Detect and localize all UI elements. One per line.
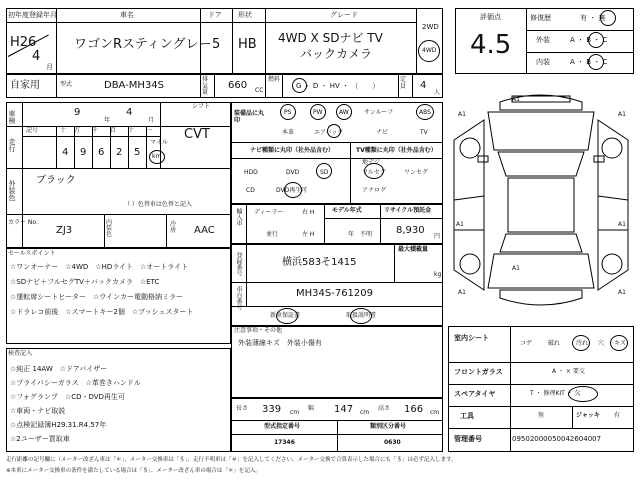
diagram-label-4: A1	[456, 221, 464, 228]
import-right: 右 H	[302, 209, 315, 216]
height-value: 166	[404, 404, 424, 415]
equip-sunroof: サンルーフ	[364, 109, 394, 116]
navi-hdd: HDD	[244, 169, 258, 176]
shape: HB	[238, 37, 257, 52]
tv-oneseg: ワンセグ	[404, 169, 429, 176]
chassis-value: MH34S-761209	[296, 288, 374, 299]
jack-label: ジャッキ	[576, 412, 600, 419]
notes-box	[231, 326, 443, 398]
fuel-circle	[292, 78, 307, 93]
inspector-line-2: ☆プライバシーガラス ☆革巻きハンドル	[10, 379, 141, 387]
color-value: ブラック	[36, 175, 76, 186]
diagram-label-1: A1	[512, 96, 520, 103]
shape-label: 形状	[238, 11, 252, 19]
fuel-label: 燃料	[268, 76, 281, 83]
diagram-label-3: A1	[618, 111, 626, 118]
reg-month: 4	[32, 49, 41, 64]
grade-line1: 4WD X SDナビ TV	[278, 31, 383, 45]
recycle-unit: 円	[434, 233, 441, 240]
inspector-label: 検査記入	[8, 350, 33, 357]
reg-year: H26	[10, 35, 37, 50]
displacement-label: 排気量	[202, 76, 209, 97]
mileage-header-0: 記号	[26, 127, 39, 134]
colorcode-label: カラー No.	[8, 219, 38, 226]
new-warranty: 新車保証書	[270, 312, 301, 319]
equip-leather: 本革	[282, 129, 295, 136]
seat-opt-2: 汚れ	[576, 340, 589, 347]
car-name: ワゴンRスティングレー	[74, 37, 212, 52]
model-year-value: 年 不明	[348, 231, 373, 238]
mileage-unit: km	[152, 153, 162, 160]
manual: 取扱説明書	[346, 312, 377, 319]
mileage-digit-1: 4	[62, 147, 69, 158]
inspection-year: 9	[74, 107, 81, 118]
diagram-label-8: A1	[618, 289, 626, 296]
class-value: 0630	[384, 439, 401, 446]
width-value: 147	[334, 404, 354, 415]
type-value: 17346	[274, 439, 295, 446]
displacement: 660	[228, 80, 248, 91]
car-name-label: 車名	[120, 11, 134, 19]
seat-opt-4: キズ	[614, 340, 626, 347]
navi-label: ナビ種類に丸印（社外品含む）	[250, 147, 335, 154]
equip-airbag-circle	[327, 124, 341, 138]
interior-color-label: 内装色	[106, 219, 113, 238]
selling-line-2: ☆SDナビ＋フルセグTV＋バックカメラ ☆ETC	[10, 278, 160, 286]
shift-label: シフト	[192, 103, 211, 110]
notes-value: 外装薄線キズ 外装小傷有	[238, 339, 322, 347]
front-glass-label: フロントガラス	[454, 368, 503, 376]
inspection-label: 車検	[8, 110, 16, 124]
max-load-unit: kg	[434, 271, 442, 278]
mileage-header-1: 十	[60, 127, 67, 134]
notes-label: 注意事項・その他	[234, 327, 283, 334]
shift: CVT	[184, 127, 210, 142]
management-label: 管理番号	[454, 435, 482, 443]
selling-line-3: ☆運転席シートヒーター ☆ウインカー電動格納ミラー	[10, 293, 184, 301]
exterior-label: 外装	[536, 36, 550, 44]
grade-line2: バックカメラ	[300, 47, 373, 61]
mileage-header-6: 一	[146, 127, 153, 134]
navi-cd: CD	[246, 187, 255, 194]
exterior-value: A ・ B ・ C	[570, 36, 608, 44]
reg-month-unit: 月	[46, 63, 53, 71]
mileage-header	[22, 127, 160, 136]
tools-label: 工具	[460, 412, 474, 420]
ac-label: 冷房	[170, 221, 177, 234]
front-glass-value: A ・ × 要交	[552, 368, 585, 375]
equip-ps: PS	[284, 109, 292, 116]
equip-pw: PW	[313, 109, 323, 116]
registration-value: 横浜583そ1415	[282, 257, 357, 268]
seat-opt-1: 破れ	[548, 340, 561, 347]
import-label: 輸入車	[235, 208, 242, 226]
footer-line-1: 走行距離の記号欄に（メーター改ざん車は「＊」、メーター交換車は「＄」、走行不明車は「＃」を記入してください。メーター交換で合算表示した場合にも「＄」は必ず記入します。	[6, 457, 457, 463]
length-unit: cm	[290, 409, 300, 416]
reg-year-label: 初年度登録年月	[8, 11, 57, 19]
drive-4wd: 4WD	[422, 47, 437, 54]
doors-label: ドア	[208, 11, 222, 19]
capacity: 4	[420, 80, 427, 91]
mileage-digit-3: 6	[98, 147, 105, 158]
max-load-label: 最大積載量	[398, 246, 429, 253]
inspection-year-unit: 年	[104, 117, 111, 124]
repair-circle	[600, 10, 616, 26]
colorcode-value: ZJ3	[56, 225, 73, 236]
seat-opt-0: コゲ	[520, 340, 533, 347]
selling-line-1: ☆ワンオーナー ☆4WD ☆HDライト ☆オートライト	[10, 263, 189, 271]
car-diagram	[448, 80, 634, 322]
diagram-label-7: A1	[458, 289, 466, 296]
equip-aw: AW	[339, 109, 349, 116]
type-label: 型式指定番号	[264, 423, 301, 430]
mileage-header-5: 十	[128, 127, 135, 134]
chassis-label: 車台番号	[235, 286, 242, 310]
import-left: 左 H	[302, 231, 315, 238]
mileage-header-3: 千	[92, 127, 99, 134]
seat-opt-3: 穴	[598, 340, 605, 347]
diagram-label-5: A1	[618, 221, 626, 228]
equip-airbag: エアバック	[314, 129, 344, 136]
management-value: 09502000050042604007	[512, 435, 602, 443]
length-value: 339	[262, 404, 282, 415]
right-bottom-box	[448, 326, 634, 452]
inspector-line-5: ☆点検記録簿H29.31.R4.57年	[10, 421, 107, 429]
inspector-line-4: ☆車両・ナビ取説	[10, 407, 66, 415]
tools-value: 無	[538, 412, 545, 419]
import-dealer: ディーラー	[254, 209, 284, 216]
import-parallel: 並行	[266, 231, 279, 238]
inspector-line-1: ☆純正 14AW ☆ドアバイザー	[10, 365, 108, 373]
mileage-header-4: 百	[110, 127, 117, 134]
navi-dvdplay: DVD再生可	[276, 187, 308, 194]
capacity-unit: 人	[434, 89, 441, 96]
equip-navi: ナビ	[376, 129, 389, 136]
inspection-month: 4	[126, 107, 133, 118]
inspection-month-unit: 月	[148, 117, 155, 124]
repair-value: 有 ・ 無	[580, 14, 606, 22]
drive-2wd: 2WD	[422, 23, 439, 31]
tv-digital: 地デジ	[362, 159, 380, 166]
selling-line-4: ☆ドラレコ前後 ☆スマートキー2個 ☆プッシュスタート	[10, 308, 194, 316]
interior-label: 内装	[536, 58, 550, 66]
diagram-label-6: A1	[512, 265, 520, 272]
interior-value: A ・ B ・ C	[570, 58, 608, 66]
capacity-label: 定員	[400, 76, 407, 90]
recycle-value: 8,930	[396, 225, 425, 236]
color-note: （ ）色替車は色替と記入	[124, 201, 192, 208]
width-label: 幅	[308, 405, 315, 412]
length-label: 長さ	[236, 405, 249, 412]
tv-fullseg: フルセグ	[362, 169, 386, 176]
registration-label: 登録番号	[235, 252, 242, 276]
selling-points-label: セールスポイント	[8, 250, 56, 257]
displacement-unit: CC	[255, 87, 264, 94]
spare-tire-value: T ・ 修理KIT ・ 欠	[530, 390, 581, 397]
diagram-label-2: A1	[458, 111, 466, 118]
repair-label: 修復歴	[530, 14, 551, 22]
navi-dvd: DVD	[286, 169, 300, 176]
inspector-line-6: ☆2ユーザー買取車	[10, 435, 70, 443]
interior-circle	[588, 54, 604, 70]
height-label: 高さ	[378, 405, 391, 412]
mileage-label: 走行	[8, 138, 16, 152]
interior-seat-label: 室内シート	[454, 334, 489, 342]
tv-label: TV種類に丸印（社外品含む）	[356, 147, 437, 154]
usage: 自家用	[10, 80, 40, 91]
ac-value: AAC	[194, 225, 215, 236]
equip-abs: ABS	[419, 109, 431, 116]
inspector-line-3: ☆フォグランプ ☆CD・DVD再生可	[10, 393, 125, 401]
jack-value: 有	[614, 412, 621, 419]
equipment-label: 装備品に丸印	[234, 110, 265, 125]
mileage-digit-5: 5	[134, 147, 141, 158]
grade-label: グレード	[330, 11, 358, 19]
mileage-digit-2: 9	[80, 147, 87, 158]
footer-line-2: ※本車にメーター交換車の条件を満たしている場合は「＄」、メーター改ざん車の場合は「＊」を記入。	[6, 468, 261, 474]
width-unit: cm	[360, 409, 370, 416]
class-label: 類別区分番号	[370, 423, 407, 430]
mileage-header-2: 万	[74, 127, 81, 134]
mileage-digit-4: 2	[116, 147, 123, 158]
tv-analog: アナログ	[362, 187, 387, 194]
height-unit: cm	[430, 409, 440, 416]
mileage-unit-label: マイル	[150, 139, 168, 146]
exterior-circle	[588, 32, 604, 48]
equip-tv: TV	[420, 129, 428, 136]
spare-tire-label: スペアタイヤ	[454, 390, 496, 398]
navi-sd: SD	[320, 169, 329, 176]
model: DBA-MH34S	[104, 80, 165, 91]
model-year-label: モデル年式	[332, 207, 362, 214]
color-label: 外装色	[8, 180, 16, 201]
spare-kit-circle	[568, 386, 598, 402]
model-label: 型式	[60, 81, 73, 88]
doors: 5	[212, 37, 221, 52]
score: 4.5	[470, 30, 512, 60]
fuel-options: G ・ D ・ HV ・ （ ）	[296, 82, 380, 90]
recycle-label: リサイクル預託金	[384, 207, 432, 214]
score-label: 評価点	[480, 13, 501, 21]
